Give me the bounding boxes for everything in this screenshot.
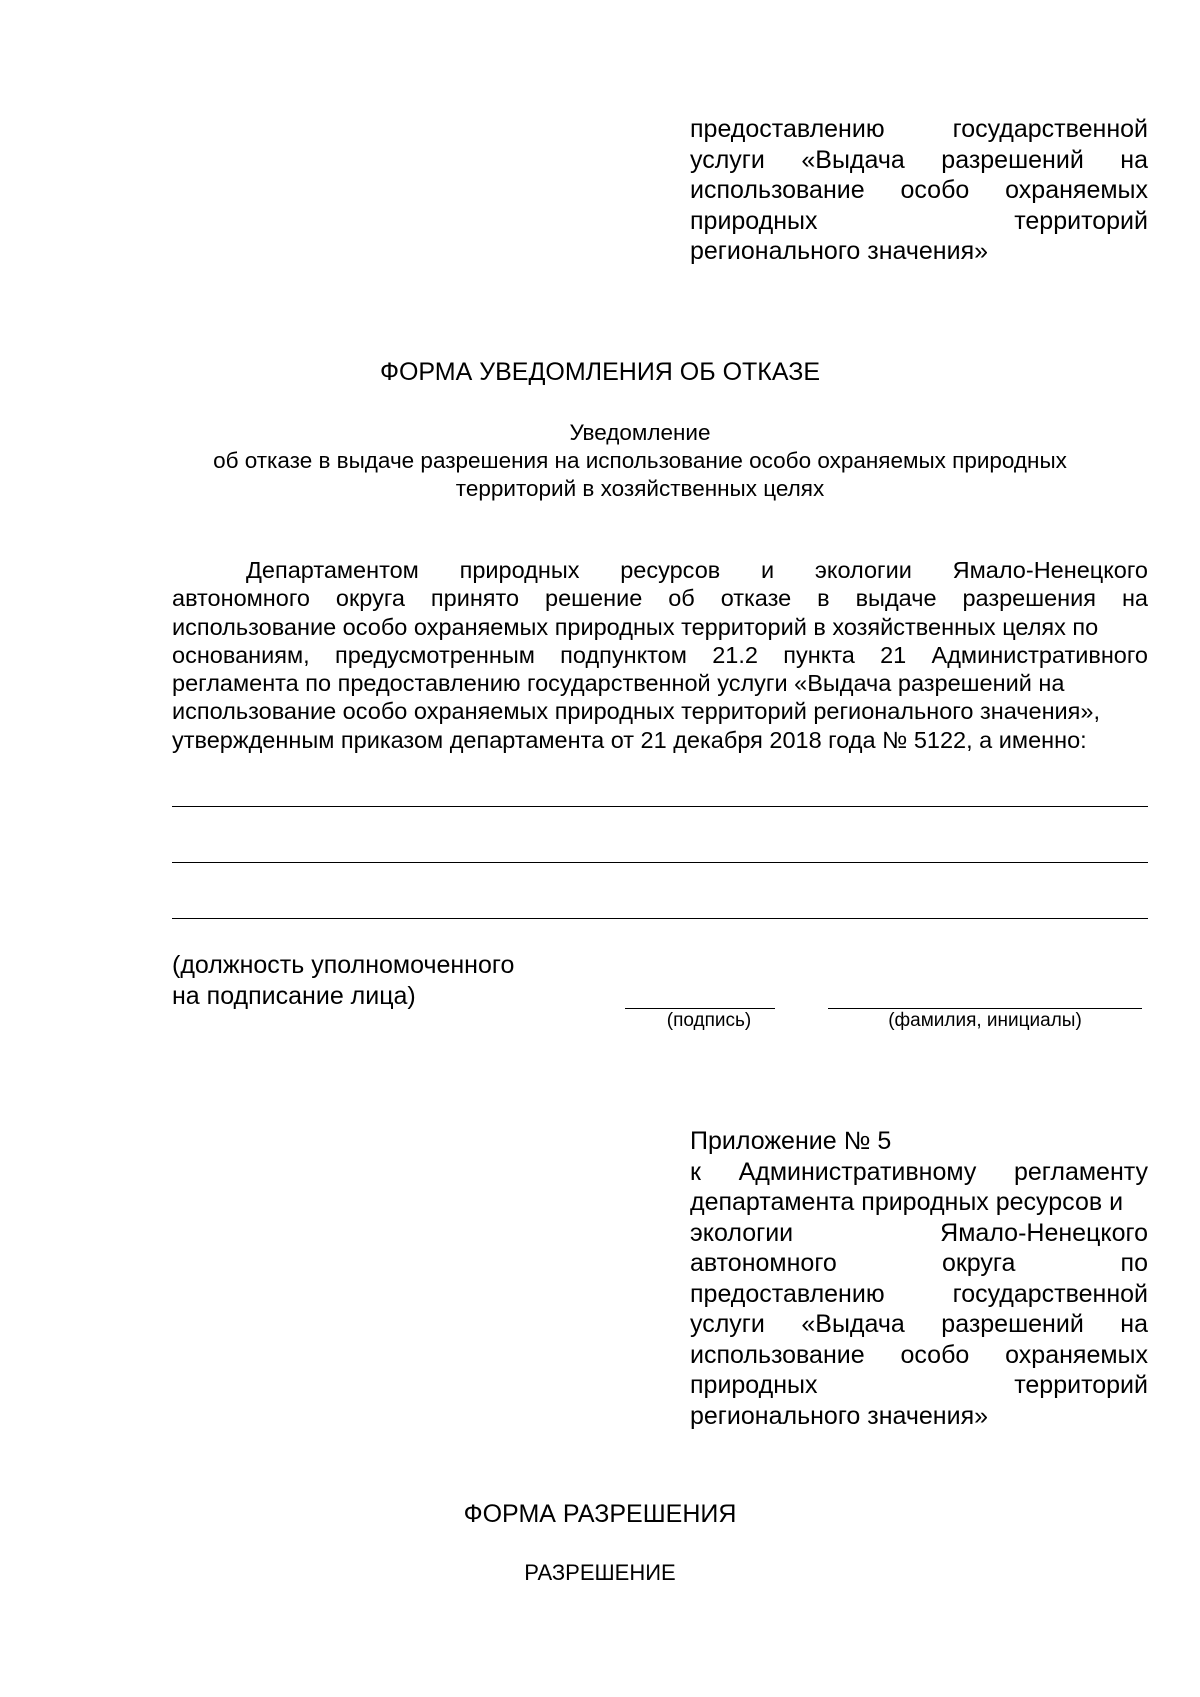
appendix-5-header: [690, 1126, 1148, 1431]
notice-body-line: использование особо охраняемых природных территорий в хозяйственных целях по: [172, 613, 1099, 640]
top-appendix-line: предоставлению государственной: [690, 115, 1148, 143]
signer-label-line: (должность уполномоченного: [172, 951, 515, 979]
blank-fill-line[interactable]: [172, 918, 1148, 919]
notice-heading-line: территорий в хозяйственных целях: [455, 476, 825, 501]
appendix-line: использование особо охраняемых: [690, 1340, 1148, 1369]
top-appendix-line: услуги «Выдача разрешений на: [690, 145, 1148, 174]
name-line[interactable]: [828, 1008, 1142, 1009]
top-appendix-line: природных территорий: [690, 206, 1148, 235]
notice-heading: [170, 419, 1110, 503]
notice-heading-line: Уведомление: [569, 420, 711, 445]
signer-position-label: [172, 950, 592, 1012]
notice-heading-line: об отказе в выдаче разрешения на использование особо охраняемых природных: [213, 448, 1067, 473]
signature-line[interactable]: [625, 1008, 775, 1009]
signature-caption: (подпись): [666, 1010, 752, 1031]
appendix-line: природных территорий: [690, 1371, 1148, 1399]
notice-body-line: основаниям, предусмотренным подпунктом 21.2 пункта 21 Административного: [172, 641, 1148, 668]
notice-body-line: Департаментом природных ресурсов и экологии Ямало-Ненецкого: [246, 557, 1148, 583]
notice-body-line: регламента по предоставлению государственной услуги «Выдача разрешений на: [172, 670, 1065, 697]
notice-body-line: утвержденным приказом департамента от 21 декабря 2018 года № 5122, а именно:: [172, 726, 1087, 753]
notice-body-paragraph: [172, 556, 1148, 754]
form-refusal-title: ФОРМА УВЕДОМЛЕНИЯ ОБ ОТКАЗЕ: [379, 358, 821, 386]
top-appendix-reference: [690, 114, 1148, 267]
appendix-line: департамента природных ресурсов и: [690, 1188, 1124, 1216]
blank-fill-line[interactable]: [172, 862, 1148, 863]
notice-body-line: автономного округа принято решение об отказе в выдаче разрешения на: [172, 585, 1148, 612]
appendix-line: услуги «Выдача разрешений на: [690, 1310, 1148, 1338]
appendix-line: предоставлению государственной: [690, 1279, 1148, 1308]
top-appendix-line: использование особо охраняемых: [690, 176, 1148, 204]
name-caption: (фамилия, инициалы): [888, 1010, 1082, 1031]
signer-label-line: на подписание лица): [172, 982, 416, 1010]
permit-subtitle: РАЗРЕШЕНИЕ: [524, 1560, 676, 1585]
appendix-title: Приложение № 5: [690, 1127, 892, 1155]
appendix-line: автономного округа по: [690, 1249, 1148, 1277]
appendix-line: к Административному регламенту: [690, 1157, 1148, 1186]
appendix-line: регионального значения»: [690, 1401, 989, 1430]
appendix-line: экологии Ямало-Ненецкого: [690, 1218, 1148, 1247]
blank-fill-line[interactable]: [172, 806, 1148, 807]
notice-body-line: использование особо охраняемых природных территорий регионального значения»,: [172, 698, 1101, 725]
form-permit-title: ФОРМА РАЗРЕШЕНИЯ: [463, 1500, 737, 1528]
top-appendix-line: регионального значения»: [690, 237, 989, 265]
